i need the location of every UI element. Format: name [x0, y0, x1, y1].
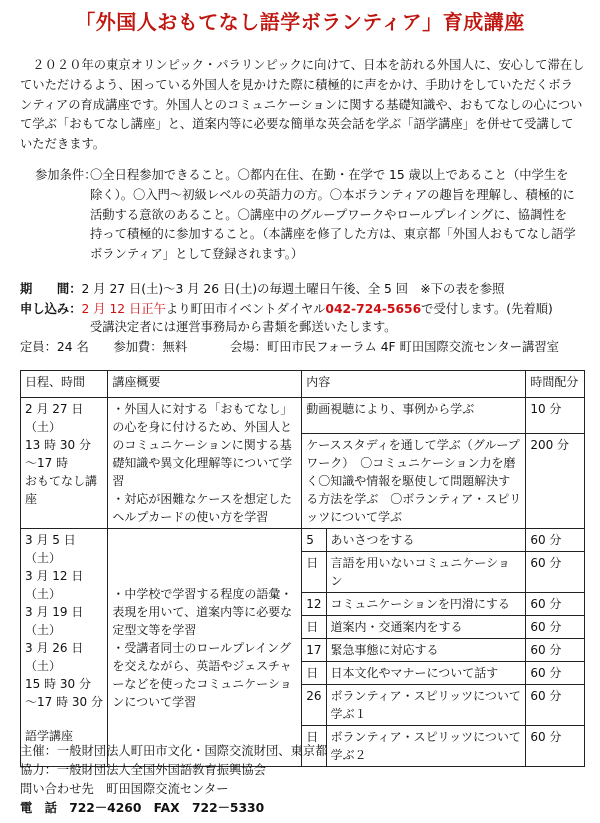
apply-mid: より町田市イベントダイヤル — [165, 302, 326, 316]
conditions-text: 〇全日程参加できること。〇都内在住、在勤・在学で 15 歳以上であること（中学生を除く）。〇入門～初級レベルの英語力の方。〇本ボランティアの趣旨を理解し、積極的に活動する意欲のあること。〇講座中のグループワークやロールプレイングに、協調性を持って積極的に参加すること。（本講座を修了した方は、東京都「外国人おもてなし語学ボランティア」として登録されます。） — [90, 168, 576, 262]
session2-content: 言語を用いないコミュニケーション — [326, 552, 526, 593]
session2-summary: ・中学校で学習する程度の語彙・表現を用いて、道案内等に必要な定型文等を学習 ・受講者同士のロールプレイングを交えながら、英語やジェスチャーなどを使ったコミュニケーションについて学習 — [108, 529, 302, 767]
session1-time-2: 200 分 — [526, 434, 585, 529]
session2-day: 12 — [302, 593, 326, 616]
session1-dates — [21, 398, 108, 529]
table-header-row — [21, 371, 585, 398]
session2-content: ボランティア・スピリッツについて学ぶ２ — [326, 726, 526, 767]
session2-day: 日 — [302, 726, 326, 767]
table-row — [21, 529, 585, 552]
session1-start: 13 時 30 分 — [25, 438, 91, 452]
period-line — [20, 280, 504, 298]
session2-content: コミュニケーションを円滑にする — [326, 593, 526, 616]
period-label: 期 間： — [20, 282, 82, 296]
session2-date-1: 3 月 5 日（土） — [25, 533, 76, 565]
session2-content: 道案内・交通案内をする — [326, 616, 526, 639]
header-date: 日程、時間 — [21, 371, 108, 398]
session2-time: 60 分 — [526, 552, 585, 593]
support-line: 協力：一般財団法人全国外国語教育振興協会 — [20, 763, 266, 777]
apply-tail: で受付します。(先着順) — [421, 302, 553, 316]
session1-time-1: 10 分 — [526, 398, 585, 434]
session1-content-1: 動画視聴により、事例から学ぶ — [302, 398, 526, 434]
session2-day: 17 — [302, 639, 326, 662]
session2-content: 緊急事態に対応する — [326, 639, 526, 662]
apply-note: 受講決定者には運営事務局から書類を郵送いたします。 — [90, 320, 397, 334]
session2-day: 日 — [302, 552, 326, 593]
table-row — [21, 398, 585, 434]
session1-content-2: ケーススタディを通して学ぶ（グループワーク） 〇コミュニケーション力を磨く〇知識や情報を駆使して問題解決する方法を学ぶ 〇ボランティア・スピリッツについて学ぶ — [302, 434, 526, 529]
session2-day: 26 — [302, 685, 326, 726]
apply-label: 申し込み： — [20, 302, 82, 316]
apply-line — [20, 300, 553, 318]
header-time: 時間配分 — [526, 371, 585, 398]
session2-end: ～17 時 30 分 — [25, 695, 103, 709]
host-line: 主催：一般財団法人町田市文化・国際交流財団、東京都 — [20, 744, 328, 758]
capacity-text: 定員：24 名 参加費：無料 — [20, 340, 188, 354]
tel-line: 電 話 722－4260 FAX 722－5330 — [20, 801, 265, 815]
session2-time: 60 分 — [526, 529, 585, 552]
apply-date: 2 月 12 日正午 — [81, 302, 166, 316]
session2-date-3: 3 月 19 日（土） — [25, 605, 84, 637]
session2-time: 60 分 — [526, 685, 585, 726]
page-title: 「外国人おもてなし語学ボランティア」育成講座 — [75, 10, 525, 34]
session1-date: 2 月 27 日（土） — [25, 402, 84, 434]
session1-summary: ・外国人に対する「おもてなし」の心を身に付けるため、外国人とのコミュニケーションに関する基礎知識や異文化理解等について学習 ・対応が困難なケースを想定したヘルプカードの使い方を学習 — [108, 398, 302, 529]
session2-content: 日本文化やマナーについて話す — [326, 662, 526, 685]
venue-text: 会場：町田市民フォーラム 4F 町田国際交流センター講習室 — [230, 340, 559, 354]
conditions-label: 参加条件： — [35, 168, 97, 182]
period-text: 2 月 27 日(土)～3 月 26 日(土)の毎週土曜日午後、全 5 回 ※下の表を参照 — [81, 282, 505, 296]
header-summary: 講座概要 — [108, 371, 302, 398]
session2-content: ボランティア・スピリッツについて学ぶ１ — [326, 685, 526, 726]
session1-name: おもてなし講座 — [25, 474, 98, 506]
intro-paragraph: ２０２０年の東京オリンピック・パラリンピックに向けて、日本を訪れる外国人に、安心して滞在していただけるよう、困っている外国人を見かけた際に積極的に声をかけ、手助けをしていただくボランティアの育成講座です。外国人とのコミュニケーションに関する基礎知識や、おもてなしの心について学ぶ「おもてなし講座」と、道案内等に必要な簡単な英会話を学ぶ「語学講座」を併せて受講していただきます。 — [20, 58, 585, 152]
session2-dates — [21, 529, 108, 767]
apply-phone: 042-724-5656 — [325, 302, 422, 316]
session2-time: 60 分 — [526, 639, 585, 662]
capacity-line — [20, 338, 187, 356]
session2-time: 60 分 — [526, 662, 585, 685]
session2-date-2: 3 月 12 日（土） — [25, 569, 84, 601]
session2-time: 60 分 — [526, 726, 585, 767]
session2-content: あいさつをする — [326, 529, 526, 552]
session2-name: 語学講座 — [25, 729, 74, 743]
session2-day: 5 — [302, 529, 326, 552]
session2-date-4: 3 月 26 日（土） — [25, 641, 84, 673]
contact-line: 問い合わせ先 町田国際交流センター — [20, 782, 229, 796]
session2-start: 15 時 30 分 — [25, 677, 91, 691]
session2-day: 日 — [302, 662, 326, 685]
header-content: 内容 — [302, 371, 526, 398]
session2-time: 60 分 — [526, 593, 585, 616]
schedule-table — [20, 370, 585, 767]
session1-end: ～17 時 — [25, 456, 69, 470]
session2-time: 60 分 — [526, 616, 585, 639]
session2-day: 日 — [302, 616, 326, 639]
